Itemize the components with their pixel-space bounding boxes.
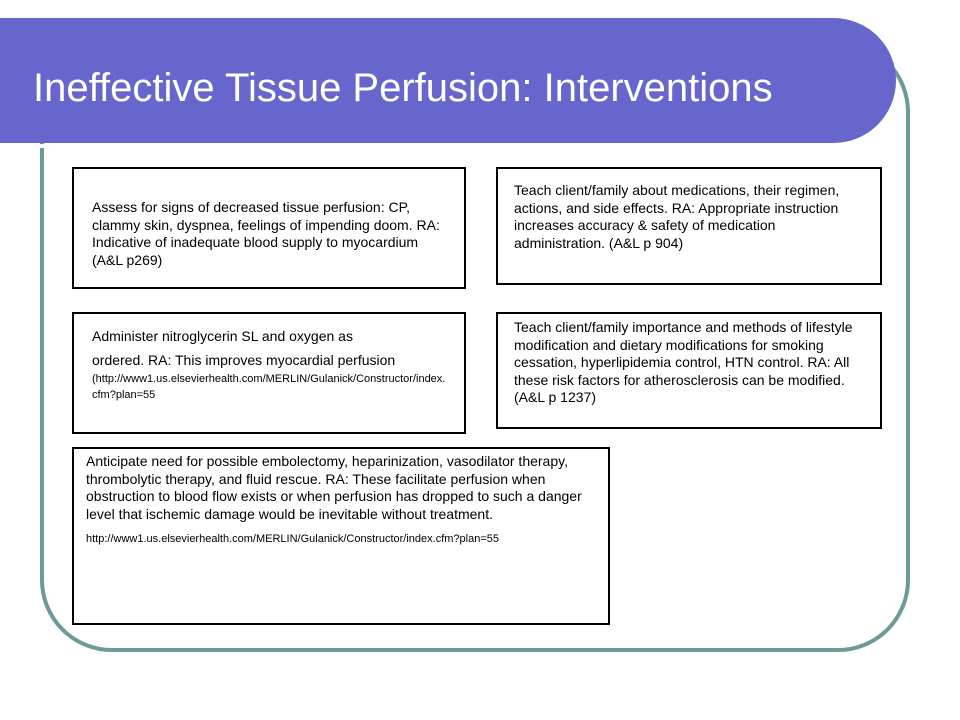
nitroglycerin-line-2: ordered. RA: This improves myocardial perfusion <box>92 352 396 368</box>
title-underline <box>0 144 848 148</box>
nitroglycerin-line-1: Administer nitroglycerin SL and oxygen as <box>92 328 353 344</box>
slide-title: Ineffective Tissue Perfusion: Interventions <box>33 66 773 110</box>
anticipate-reference-url: http://www1.us.elsevierhealth.com/MERLIN/Gulanick/Constructor/index.cfm?plan=55 <box>86 533 499 545</box>
assess-perfusion-text: Assess for signs of decreased tissue perfusion: CP, clammy skin, dyspnea, feelings of impending doom. RA: Indicative of inadequate blood supply to myocardium (A&L p269) <box>92 199 440 268</box>
title-bar <box>0 18 896 143</box>
teach-medications-box <box>496 167 882 285</box>
anticipate-treatment-text: Anticipate need for possible embolectomy, heparinization, vasodilator therapy, thrombolytic therapy, and fluid rescue. RA: These facilitate perfusion when obstruction to blood flow exists or when perfusion has dropped to such a danger level that ischemic damage would be inevitable without treatment. <box>86 453 582 522</box>
assess-perfusion-box <box>72 167 466 289</box>
nitroglycerin-reference-url: (http://www1.us.elsevierhealth.com/MERLIN/Gulanick/Constructor/index.cfm?plan=55 <box>92 373 446 401</box>
nitroglycerin-box <box>72 312 466 434</box>
anticipate-treatment-box <box>72 447 610 625</box>
teach-lifestyle-box <box>496 312 882 429</box>
teach-medications-text: Teach client/family about medications, their regimen, actions, and side effects. RA: Appropriate instruction increases accuracy & safety of medication administration. (A&L p 904) <box>514 182 840 251</box>
teach-lifestyle-text: Teach client/family importance and methods of lifestyle modification and dietary modifications for smoking cessation, hyperlipidemia control, HTN control. RA: All these risk factors for atherosclerosis can be modified. (A&L p 1237) <box>514 319 853 405</box>
